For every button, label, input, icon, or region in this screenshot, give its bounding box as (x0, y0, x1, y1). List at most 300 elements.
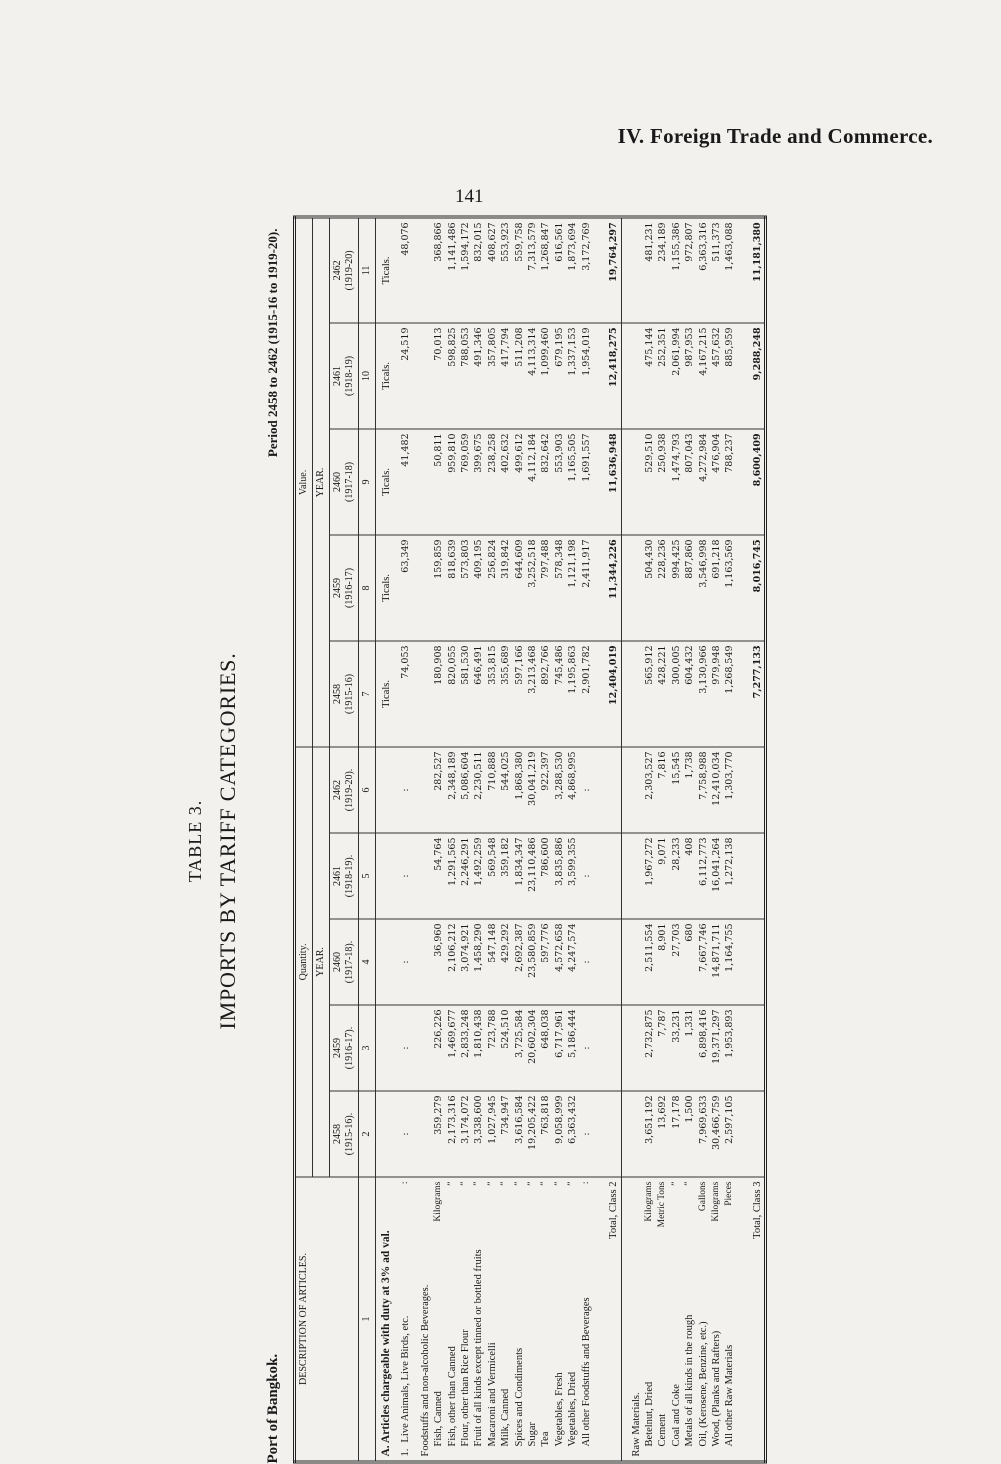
total-value-cell: 11,181,380 (751, 217, 766, 323)
quantity-cell: 1,492,259 (472, 833, 485, 919)
unit-label: Kilograms (433, 1181, 444, 1222)
class2-row (539, 217, 552, 1462)
value-cell: 319,842 (499, 535, 512, 641)
article-label: Vegetables, Fresh (553, 1372, 565, 1447)
value-cell: 797,488 (539, 535, 552, 641)
currency-label: Ticals. (380, 535, 393, 641)
spacer-cell (593, 833, 607, 919)
empty-cell (419, 535, 432, 641)
currency-label: Ticals. (380, 217, 393, 323)
spacer-cell (737, 641, 751, 747)
empty-cell (630, 641, 643, 747)
quantity-cell: 359,182 (499, 833, 512, 919)
value-cell: 511,208 (513, 323, 526, 429)
spacer-cell (593, 1177, 607, 1462)
imports-table (293, 215, 767, 1463)
unit-label: Metric Tons (657, 1181, 668, 1228)
unit-label: ” (670, 1181, 681, 1186)
value-cell: 74,053 (399, 641, 412, 747)
spacer-cell (593, 323, 607, 429)
quantity-cell: 1,027,945 (486, 1091, 499, 1177)
column-number: 2 (359, 1091, 376, 1177)
value-cell: 769,059 (459, 429, 472, 535)
quantity-cell: 5,186,444 (566, 1005, 579, 1091)
unit-label: Pieces (724, 1181, 735, 1206)
article-description (643, 1177, 656, 1462)
article-description (399, 1177, 412, 1462)
empty-cell (630, 429, 643, 535)
class2-row (499, 217, 512, 1462)
empty-cell (419, 833, 432, 919)
value-cell: 691,218 (710, 535, 723, 641)
article-description (683, 1177, 696, 1462)
class1-row (399, 217, 412, 1462)
spacer-cell (737, 747, 751, 833)
empty-cell (607, 919, 621, 1005)
section-a-heading (380, 217, 393, 1462)
quantity-cell: 1,331 (683, 1005, 696, 1091)
spacer-cell (593, 535, 607, 641)
table-title: TABLE 3. (185, 799, 205, 883)
quantity-cell: 3,835,886 (553, 833, 566, 919)
value-cell: 256,824 (486, 535, 499, 641)
quantity-cell: 2,230,511 (472, 747, 485, 833)
quantity-cell: 680 (683, 919, 696, 1005)
value-cell: 1,155,386 (670, 217, 683, 323)
quantity-cell: 28,233 (670, 833, 683, 919)
column-number: 8 (359, 535, 376, 641)
value-cell: 1,268,847 (539, 217, 552, 323)
column-number: 5 (359, 833, 376, 919)
value-cell: 1,691,557 (580, 429, 593, 535)
quantity-cell: 7,758,988 (697, 747, 710, 833)
article-label: Coal and Coke (670, 1384, 682, 1447)
quantity-cell: 1,500 (683, 1091, 696, 1177)
empty-cell (751, 833, 766, 919)
spacer-cell (737, 217, 751, 323)
value-cell: 24,519 (399, 323, 412, 429)
value-cell: 252,351 (656, 323, 669, 429)
total-value-cell: 11,344,226 (607, 535, 621, 641)
value-cell: 4,167,215 (697, 323, 710, 429)
column-number: 4 (359, 919, 376, 1005)
spacer-cell (737, 535, 751, 641)
total-label: Total, Class 3 (751, 1177, 766, 1462)
value-cell: 481,231 (643, 217, 656, 323)
quantity-cell: 27,703 (670, 919, 683, 1005)
value-cell: 511,373 (710, 217, 723, 323)
empty-cell (419, 747, 432, 833)
value-cell: 1,163,569 (723, 535, 736, 641)
value-year-header: YEAR. (313, 217, 330, 747)
value-cell: 885,959 (723, 323, 736, 429)
empty-cell (751, 1005, 766, 1091)
total-value-cell: 8,016,745 (751, 535, 766, 641)
value-cell: 70,013 (432, 323, 445, 429)
value-cell: 1,463,088 (723, 217, 736, 323)
quantity-cell: 786,600 (539, 833, 552, 919)
value-cell: 1,141,486 (446, 217, 459, 323)
value-year-cell: 2460 (1917-18) (330, 429, 359, 535)
class2-heading-label: Foodstuffs and non-alcoholic Beverages. (419, 1177, 432, 1462)
value-cell: 457,632 (710, 323, 723, 429)
class2-row (566, 217, 579, 1462)
spacer-cell (737, 1005, 751, 1091)
quantity-cell: : (580, 1005, 593, 1091)
value-cell: 887,860 (683, 535, 696, 641)
quantity-cell: 4,868,995 (566, 747, 579, 833)
value-cell: 499,612 (513, 429, 526, 535)
value-cell: 180,908 (432, 641, 445, 747)
table-subtitle: IMPORTS BY TARIFF CATEGORIES. (215, 652, 240, 1030)
currency-label: Ticals. (380, 323, 393, 429)
value-cell: 1,195,863 (566, 641, 579, 747)
quantity-cell: 6,112,773 (697, 833, 710, 919)
unit-label: Gallons (697, 1181, 708, 1212)
value-cell: 228,236 (656, 535, 669, 641)
empty-cell (751, 747, 766, 833)
class3-row (697, 217, 710, 1462)
article-label: Milk, Canned (500, 1388, 512, 1447)
quantity-cell: 1,164,755 (723, 919, 736, 1005)
quantity-cell: 3,651,192 (643, 1091, 656, 1177)
class2-row (432, 217, 445, 1462)
article-label: All other Raw Materials (724, 1344, 736, 1447)
article-number: 1. (400, 1448, 412, 1457)
total-value-cell: 12,418,275 (607, 323, 621, 429)
value-cell: 6,363,316 (697, 217, 710, 323)
article-label: Live Animals, Live Birds, etc. (400, 1315, 412, 1443)
value-cell: 553,923 (499, 217, 512, 323)
total-class3-row (751, 217, 766, 1462)
empty-cell (607, 1005, 621, 1091)
spacer-cell (621, 1091, 630, 1177)
value-cell: 959,810 (446, 429, 459, 535)
value-cell: 4,272,984 (697, 429, 710, 535)
quantity-year-cell: 2462 (1919-20). (330, 747, 359, 833)
quantity-year-cell: 2459 (1916-17). (330, 1005, 359, 1091)
spacer-cell (737, 429, 751, 535)
currency-label: Ticals. (380, 641, 393, 747)
value-cell: 2,411,917 (580, 535, 593, 641)
quantity-cell: 3,174,072 (459, 1091, 472, 1177)
spacer-row (737, 217, 751, 1462)
quantity-cell: 2,246,291 (459, 833, 472, 919)
value-cell: 355,689 (499, 641, 512, 747)
article-description (670, 1177, 683, 1462)
quantity-header: Quantity. (295, 747, 313, 1177)
empty-cell (630, 919, 643, 1005)
value-cell: 1,165,505 (566, 429, 579, 535)
empty-cell (630, 323, 643, 429)
value-cell: 41,482 (399, 429, 412, 535)
total-value-cell: 7,277,133 (751, 641, 766, 747)
spacer-cell (621, 429, 630, 535)
value-cell: 745,486 (553, 641, 566, 747)
quantity-cell: 226,226 (432, 1005, 445, 1091)
article-label: Betelnut, Dried (643, 1381, 655, 1447)
empty-cell (419, 919, 432, 1005)
description-header: DESCRIPTION OF ARTICLES. (295, 1177, 359, 1462)
quantity-cell: : (399, 833, 412, 919)
quantity-cell: 20,602,304 (526, 1005, 539, 1091)
class2-row (513, 217, 526, 1462)
quantity-cell: 3,616,584 (513, 1091, 526, 1177)
quantity-cell: 4,247,574 (566, 919, 579, 1005)
quantity-cell: 19,205,422 (526, 1091, 539, 1177)
unit-label: ” (460, 1181, 471, 1186)
spacer-cell (737, 833, 751, 919)
empty-cell (419, 641, 432, 747)
value-cell: 408,627 (486, 217, 499, 323)
quantity-cell: 2,511,554 (643, 919, 656, 1005)
value-cell: 832,015 (472, 217, 485, 323)
unit-label: : (580, 1181, 591, 1185)
total-value-cell: 11,636,948 (607, 429, 621, 535)
article-label: Cement (657, 1413, 669, 1447)
value-cell: 679,195 (553, 323, 566, 429)
class3-row (656, 217, 669, 1462)
quantity-cell: 1,291,565 (446, 833, 459, 919)
quantity-cell: 1,810,438 (472, 1005, 485, 1091)
quantity-cell: 3,288,530 (553, 747, 566, 833)
value-cell: 892,766 (539, 641, 552, 747)
total-value-cell: 8,600,409 (751, 429, 766, 535)
value-cell: 604,432 (683, 641, 696, 747)
value-cell: 234,189 (656, 217, 669, 323)
empty-cell (751, 1091, 766, 1177)
article-label: Flour, other than Rice Flour (460, 1329, 472, 1447)
empty-cell (419, 323, 432, 429)
article-description (580, 1177, 593, 1462)
class3-row (670, 217, 683, 1462)
value-cell: 644,609 (513, 535, 526, 641)
class2-heading (419, 217, 432, 1462)
value-cell: 399,675 (472, 429, 485, 535)
value-cell: 409,195 (472, 535, 485, 641)
value-cell: 2,901,782 (580, 641, 593, 747)
value-cell: 1,474,793 (670, 429, 683, 535)
empty-cell (630, 1091, 643, 1177)
spacer-row (593, 217, 607, 1462)
article-label: Sugar (527, 1422, 539, 1447)
quantity-cell: 1,272,138 (723, 833, 736, 919)
spacer-cell (737, 323, 751, 429)
value-cell: 417,794 (499, 323, 512, 429)
article-label: Spices and Condiments (513, 1347, 525, 1447)
article-label: Tea (540, 1431, 552, 1447)
spacer-cell (593, 429, 607, 535)
quantity-cell: 1,834,347 (513, 833, 526, 919)
value-cell: 50,811 (432, 429, 445, 535)
quantity-cell: 2,732,875 (643, 1005, 656, 1091)
article-label: All other Foodstuffs and Beverages (580, 1297, 592, 1447)
class2-row (580, 217, 593, 1462)
value-cell: 1,594,172 (459, 217, 472, 323)
article-label: Wood, (Planks and Rafters) (710, 1330, 722, 1447)
value-cell: 300,005 (670, 641, 683, 747)
empty-cell (380, 1005, 393, 1091)
unit-label: ” (486, 1181, 497, 1186)
quantity-cell: 14,871,711 (710, 919, 723, 1005)
spacer-cell (621, 747, 630, 833)
value-cell: 987,953 (683, 323, 696, 429)
value-cell: 4,112,184 (526, 429, 539, 535)
value-year-cell: 2462 (1919-20) (330, 217, 359, 323)
quantity-cell: 710,888 (486, 747, 499, 833)
quantity-cell: : (580, 1091, 593, 1177)
spacer-cell (593, 641, 607, 747)
class3-heading (630, 217, 643, 1462)
value-cell: 559,758 (513, 217, 526, 323)
value-cell: 353,815 (486, 641, 499, 747)
spacer-cell (621, 1177, 630, 1462)
unit-label: ” (473, 1181, 484, 1186)
article-description (513, 1177, 526, 1462)
value-cell: 3,130,966 (697, 641, 710, 747)
quantity-cell: 734,947 (499, 1091, 512, 1177)
quantity-cell: 9,071 (656, 833, 669, 919)
article-description (553, 1177, 566, 1462)
article-description (486, 1177, 499, 1462)
unit-label: ” (553, 1181, 564, 1186)
value-cell: 598,825 (446, 323, 459, 429)
quantity-cell: 1,868,380 (513, 747, 526, 833)
unit-label: : (400, 1181, 411, 1185)
value-cell: 4,113,314 (526, 323, 539, 429)
value-cell: 63,349 (399, 535, 412, 641)
quantity-cell: 2,597,105 (723, 1091, 736, 1177)
unit-label: ” (527, 1181, 538, 1186)
quantity-cell: 723,788 (486, 1005, 499, 1091)
value-cell: 1,337,153 (566, 323, 579, 429)
class2-row (553, 217, 566, 1462)
quantity-cell: 6,898,416 (697, 1005, 710, 1091)
article-description (723, 1177, 736, 1462)
quantity-cell: 1,738 (683, 747, 696, 833)
quantity-cell: 9,058,999 (553, 1091, 566, 1177)
quantity-cell: : (580, 919, 593, 1005)
quantity-cell: 6,717,961 (553, 1005, 566, 1091)
value-cell: 357,805 (486, 323, 499, 429)
empty-cell (419, 1005, 432, 1091)
total-label: Total, Class 2 (607, 1177, 621, 1462)
value-year-cell: 2461 (1918-19) (330, 323, 359, 429)
quantity-cell: 3,725,584 (513, 1005, 526, 1091)
quantity-cell: : (580, 833, 593, 919)
empty-cell (607, 833, 621, 919)
spacer-cell (737, 1091, 751, 1177)
quantity-cell: 12,410,034 (710, 747, 723, 833)
empty-cell (419, 217, 432, 323)
spacer-cell (621, 323, 630, 429)
unit-label: ” (684, 1181, 695, 1186)
quantity-cell: 1,469,677 (446, 1005, 459, 1091)
quantity-cell: 429,292 (499, 919, 512, 1005)
value-cell: 2,061,994 (670, 323, 683, 429)
value-cell: 402,632 (499, 429, 512, 535)
article-description (526, 1177, 539, 1462)
value-cell: 788,237 (723, 429, 736, 535)
page-number: 141 (455, 186, 484, 207)
value-cell: 807,043 (683, 429, 696, 535)
empty-cell (630, 1005, 643, 1091)
quantity-cell: 524,510 (499, 1005, 512, 1091)
quantity-cell: 23,580,859 (526, 919, 539, 1005)
total-value-cell: 9,288,248 (751, 323, 766, 429)
empty-cell (630, 217, 643, 323)
value-cell: 565,912 (643, 641, 656, 747)
spacer-cell (737, 1177, 751, 1462)
unit-label: ” (513, 1181, 524, 1186)
column-number: 7 (359, 641, 376, 747)
quantity-cell: 33,231 (670, 1005, 683, 1091)
value-cell: 476,904 (710, 429, 723, 535)
value-year-cell: 2458 (1915-16) (330, 641, 359, 747)
value-cell: 491,346 (472, 323, 485, 429)
quantity-cell: 6,363,432 (566, 1091, 579, 1177)
value-cell: 972,807 (683, 217, 696, 323)
value-cell: 3,546,998 (697, 535, 710, 641)
quantity-cell: 282,527 (432, 747, 445, 833)
article-description (432, 1177, 445, 1462)
spacer-cell (621, 217, 630, 323)
quantity-cell: 2,692,387 (513, 919, 526, 1005)
quantity-cell: 36,960 (432, 919, 445, 1005)
column-number: 3 (359, 1005, 376, 1091)
quantity-cell: 3,599,355 (566, 833, 579, 919)
value-cell: 529,510 (643, 429, 656, 535)
quantity-cell: : (399, 1005, 412, 1091)
value-cell: 238,258 (486, 429, 499, 535)
spacer-cell (593, 1091, 607, 1177)
quantity-cell: 3,338,600 (472, 1091, 485, 1177)
value-cell: 250,938 (656, 429, 669, 535)
unit-label: ” (500, 1181, 511, 1186)
value-cell: 3,213,468 (526, 641, 539, 747)
value-cell: 475,144 (643, 323, 656, 429)
class3-heading-label: Raw Materials. (630, 1177, 643, 1462)
value-cell: 573,803 (459, 535, 472, 641)
empty-cell (607, 747, 621, 833)
empty-cell (630, 833, 643, 919)
value-cell: 578,348 (553, 535, 566, 641)
quantity-cell: 7,667,746 (697, 919, 710, 1005)
quantity-cell: 17,178 (670, 1091, 683, 1177)
quantity-cell: 544,025 (499, 747, 512, 833)
article-description (566, 1177, 579, 1462)
period-label: Period 2458 to 2462 (1915-16 to 1919-20). (265, 228, 280, 458)
unit-label: ” (446, 1181, 457, 1186)
spacer-cell (621, 1005, 630, 1091)
article-label: Oil, (Kerosene, Benzine, etc.) (697, 1321, 709, 1447)
article-label: Fruit of all kinds except tinned or bottled fruits (473, 1249, 485, 1447)
value-header: Value. (295, 217, 313, 747)
empty-cell (630, 747, 643, 833)
quantity-cell: 922,397 (539, 747, 552, 833)
quantity-cell: 13,692 (656, 1091, 669, 1177)
article-label: Metals of all kinds in the rough (684, 1314, 696, 1447)
empty-cell (380, 747, 393, 833)
quantity-cell: 3,074,921 (459, 919, 472, 1005)
quantity-cell: 2,173,316 (446, 1091, 459, 1177)
quantity-year-cell: 2461 (1918-19). (330, 833, 359, 919)
spacer-cell (737, 919, 751, 1005)
quantity-cell: 648,038 (539, 1005, 552, 1091)
value-cell: 7,313,579 (526, 217, 539, 323)
article-description (656, 1177, 669, 1462)
value-cell: 504,430 (643, 535, 656, 641)
